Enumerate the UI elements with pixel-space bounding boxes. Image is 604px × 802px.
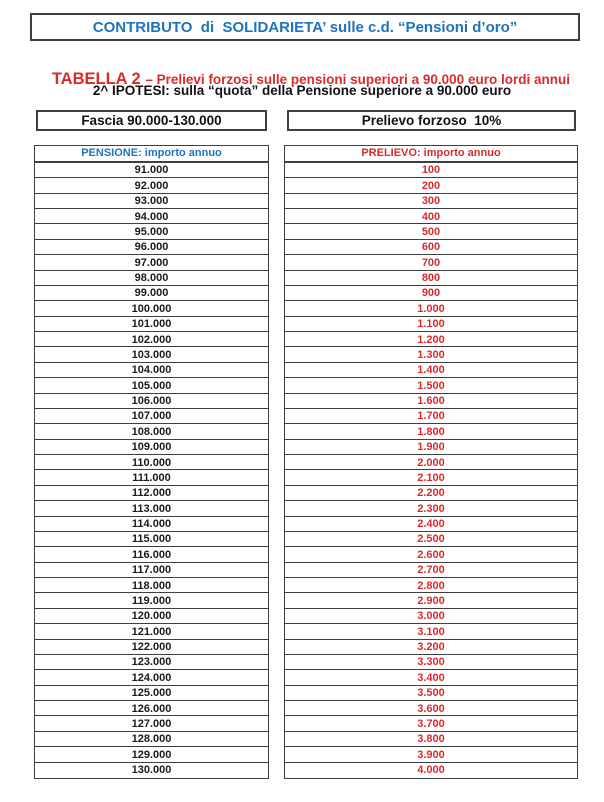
- prelievo-cell: 1.900: [284, 439, 578, 456]
- pensione-cell: 91.000: [34, 162, 269, 179]
- table-caption-text: – Prelievi forzosi sulle pensioni superiori a 90.000 euro lordi annui: [145, 71, 570, 87]
- pensione-cell: 118.000: [34, 577, 269, 594]
- pensione-cell: 97.000: [34, 254, 269, 271]
- prelievo-cell: 1.000: [284, 300, 578, 317]
- prelievo-cell: 1.300: [284, 346, 578, 363]
- prelievo-cell: 1.400: [284, 362, 578, 379]
- prelievo-cell: 2.000: [284, 454, 578, 471]
- prelievo-cell: 2.300: [284, 500, 578, 517]
- document-title: CONTRIBUTO di SOLIDARIETA’ sulle c.d. “Pensioni d’oro”: [92, 18, 518, 36]
- prelievo-cell: 1.500: [284, 377, 578, 394]
- prelievo-rate-box: Prelievo forzoso 10%: [287, 110, 576, 131]
- prelievo-cell: 3.700: [284, 715, 578, 732]
- prelievo-cell: 2.700: [284, 562, 578, 579]
- pensione-column-header: PENSIONE: importo annuo: [34, 145, 269, 162]
- pensione-table: [34, 145, 269, 779]
- prelievo-cell: 3.600: [284, 700, 578, 717]
- pensione-cell: 98.000: [34, 270, 269, 287]
- prelievo-cell: 1.800: [284, 423, 578, 440]
- pensione-cell: 122.000: [34, 639, 269, 656]
- prelievo-cell: 3.300: [284, 654, 578, 671]
- pensione-cell: 129.000: [34, 746, 269, 763]
- pensione-cell: 123.000: [34, 654, 269, 671]
- prelievo-cell: 600: [284, 239, 578, 256]
- pensione-cell: 124.000: [34, 669, 269, 686]
- pensione-cell: 99.000: [34, 285, 269, 302]
- prelievo-cell: 3.100: [284, 623, 578, 640]
- pensione-cell: 93.000: [34, 193, 269, 210]
- prelievo-cell: 300: [284, 193, 578, 210]
- prelievo-cell: 2.900: [284, 592, 578, 609]
- prelievo-cell: 400: [284, 208, 578, 225]
- pensione-cell: 96.000: [34, 239, 269, 256]
- pensione-cell: 101.000: [34, 316, 269, 333]
- pensione-cell: 125.000: [34, 685, 269, 702]
- hypothesis-line: 2^ IPOTESI: sulla “quota” della Pensione superiore a 90.000 euro: [92, 83, 512, 98]
- prelievo-cell: 1.700: [284, 408, 578, 425]
- prelievo-cell: 2.800: [284, 577, 578, 594]
- pensione-cell: 111.000: [34, 469, 269, 486]
- pensione-cell: 127.000: [34, 715, 269, 732]
- pensione-cell: 92.000: [34, 177, 269, 194]
- prelievo-cell: 2.500: [284, 531, 578, 548]
- prelievo-cell: 800: [284, 270, 578, 287]
- pensione-cell: 106.000: [34, 393, 269, 410]
- pensione-cell: 94.000: [34, 208, 269, 225]
- pensione-cell: 108.000: [34, 423, 269, 440]
- pensione-cell: 115.000: [34, 531, 269, 548]
- pensione-cell: 105.000: [34, 377, 269, 394]
- pensione-cell: 114.000: [34, 516, 269, 533]
- pensione-cell: 112.000: [34, 485, 269, 502]
- pensione-cell: 109.000: [34, 439, 269, 456]
- prelievo-cell: 500: [284, 223, 578, 240]
- prelievo-cell: 3.200: [284, 639, 578, 656]
- prelievo-cell: 4.000: [284, 762, 578, 779]
- prelievo-cell: 3.800: [284, 731, 578, 748]
- pensione-cell: 121.000: [34, 623, 269, 640]
- pensione-cell: 104.000: [34, 362, 269, 379]
- prelievo-cell: 900: [284, 285, 578, 302]
- prelievo-column-header: PRELIEVO: importo annuo: [284, 145, 578, 162]
- document-title-box: [30, 13, 580, 41]
- pensione-cell: 116.000: [34, 546, 269, 563]
- prelievo-cell: 1.600: [284, 393, 578, 410]
- prelievo-cell: 200: [284, 177, 578, 194]
- prelievo-cell: 2.200: [284, 485, 578, 502]
- prelievo-cell: 3.900: [284, 746, 578, 763]
- pensione-cell: 117.000: [34, 562, 269, 579]
- prelievo-cell: 700: [284, 254, 578, 271]
- pensione-cell: 110.000: [34, 454, 269, 471]
- prelievo-cell: 3.000: [284, 608, 578, 625]
- pensione-cell: 120.000: [34, 608, 269, 625]
- pensione-cell: 95.000: [34, 223, 269, 240]
- prelievo-cell: 3.500: [284, 685, 578, 702]
- prelievo-cell: 3.400: [284, 669, 578, 686]
- pensione-cell: 100.000: [34, 300, 269, 317]
- pensione-cell: 130.000: [34, 762, 269, 779]
- table-caption-label: TABELLA 2: [51, 69, 146, 88]
- prelievo-cell: 1.200: [284, 331, 578, 348]
- prelievo-cell: 100: [284, 162, 578, 179]
- prelievo-cell: 1.100: [284, 316, 578, 333]
- prelievo-cell: 2.100: [284, 469, 578, 486]
- pensione-cell: 107.000: [34, 408, 269, 425]
- pensione-cell: 126.000: [34, 700, 269, 717]
- pensione-cell: 113.000: [34, 500, 269, 517]
- fascia-range-box: Fascia 90.000-130.000: [36, 110, 267, 131]
- pensione-cell: 128.000: [34, 731, 269, 748]
- pensione-cell: 119.000: [34, 592, 269, 609]
- pensione-cell: 102.000: [34, 331, 269, 348]
- prelievo-table: [284, 145, 578, 779]
- prelievo-cell: 2.400: [284, 516, 578, 533]
- prelievo-cell: 2.600: [284, 546, 578, 563]
- pensione-cell: 103.000: [34, 346, 269, 363]
